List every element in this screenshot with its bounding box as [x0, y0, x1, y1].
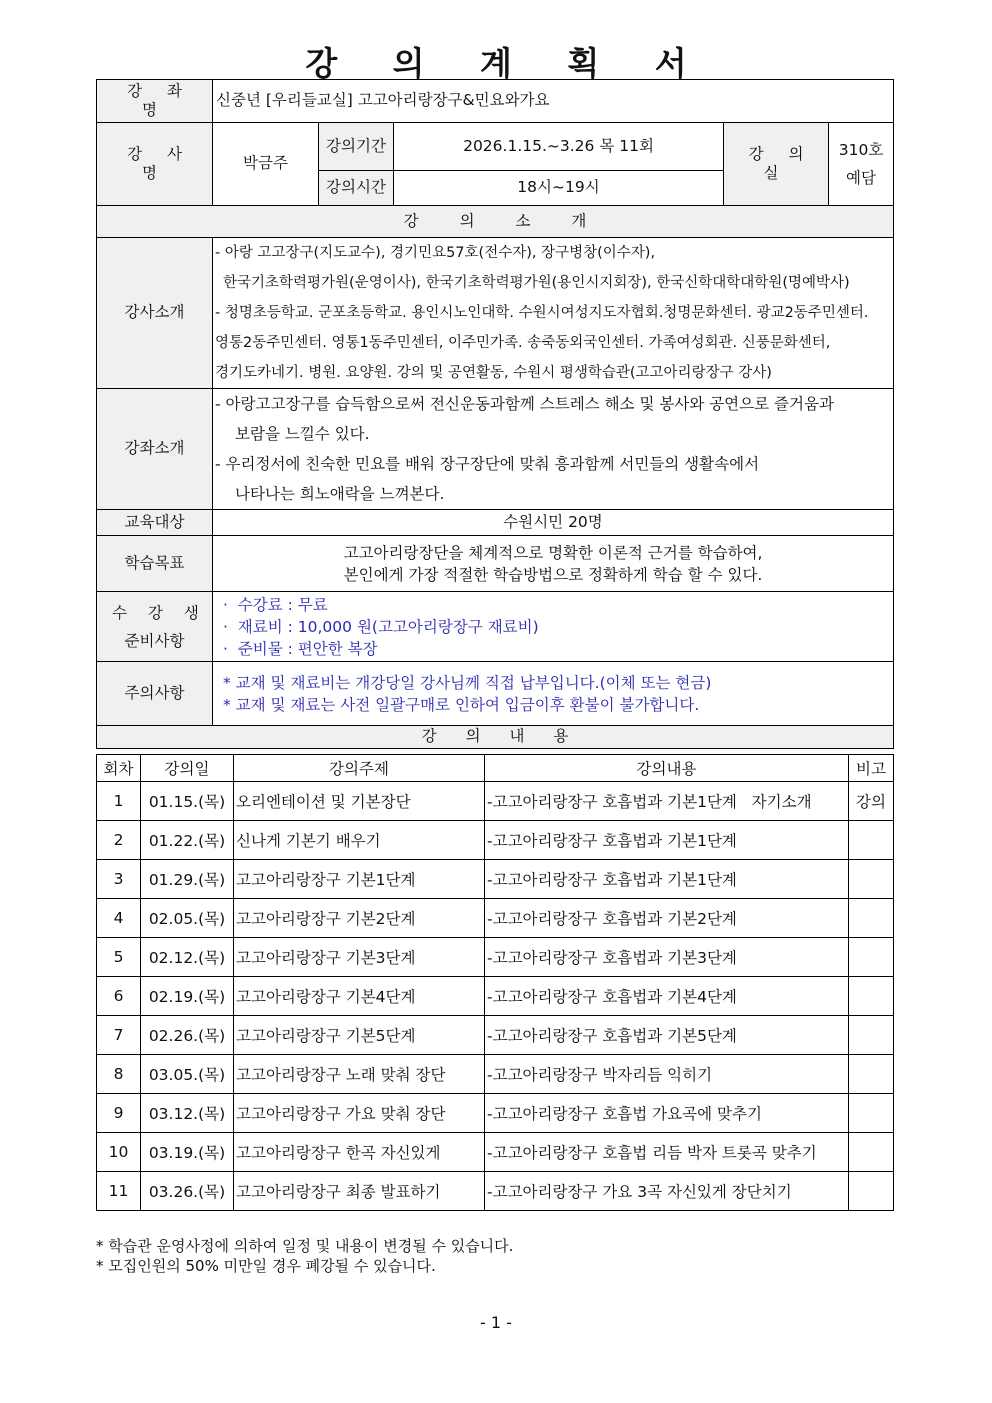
- instructor-name: 박금주: [213, 123, 319, 206]
- lecture-date: 02.12.(목): [141, 938, 234, 977]
- lecture-topic: 고고아리랑장구 한곡 자신있게: [234, 1133, 485, 1172]
- room-number: 310호: [838, 141, 884, 159]
- room-label: 강 의 실: [724, 123, 829, 206]
- schedule-row: [97, 977, 894, 1016]
- goal-value: [213, 536, 894, 592]
- lecture-content: -고고아리랑장구 호흡법과 기본2단계: [485, 899, 849, 938]
- instructor-intro-line: - 아랑 고고장구(지도교수), 경기민요57호(전수자), 장구병창(이수자),: [215, 245, 656, 261]
- schedule-header-row: [97, 755, 894, 782]
- instructor-label: 강 사 명: [97, 123, 213, 206]
- period-label: 강의기간: [319, 123, 394, 171]
- lecture-note: [849, 1172, 894, 1211]
- lecture-content: -고고아리랑장구 가요 3곡 자신있게 장단치기: [485, 1172, 849, 1211]
- column-header: 강의내용: [485, 755, 849, 782]
- lecture-date: 03.19.(목): [141, 1133, 234, 1172]
- caution-item: * 교재 및 재료비는 개강당일 강사님께 직접 납부입니다.(이체 또는 현금): [223, 673, 712, 692]
- lecture-topic: 고고아리랑장구 기본3단계: [234, 938, 485, 977]
- session-number: 6: [97, 977, 141, 1016]
- lecture-topic: 고고아리랑장구 기본2단계: [234, 899, 485, 938]
- schedule-row: [97, 860, 894, 899]
- lecture-note: [849, 821, 894, 860]
- schedule-row: [97, 1133, 894, 1172]
- lecture-content: -고고아리랑장구 박자리듬 익히기: [485, 1055, 849, 1094]
- lecture-date: 03.05.(목): [141, 1055, 234, 1094]
- lecture-content: -고고아리랑장구 호흡법과 기본1단계: [485, 860, 849, 899]
- session-number: 7: [97, 1016, 141, 1055]
- lecture-content: -고고아리랑장구 호흡법 가요곡에 맞추기: [485, 1094, 849, 1133]
- prep-item: · 재료비 : 10,000 원(고고아리랑장구 재료비): [223, 617, 539, 636]
- column-header: 회차: [97, 755, 141, 782]
- session-number: 9: [97, 1094, 141, 1133]
- lecture-note: [849, 1094, 894, 1133]
- instructor-intro-line: 경기도카네기. 병원. 요양원. 강의 및 공연활동, 수원시 평생학습관(고고아리랑장구 강사): [215, 365, 772, 381]
- time-label: 강의시간: [319, 171, 394, 206]
- session-number: 3: [97, 860, 141, 899]
- course-info-table: [96, 79, 894, 749]
- lecture-date: 03.12.(목): [141, 1094, 234, 1133]
- lecture-date: 02.05.(목): [141, 899, 234, 938]
- course-intro: [213, 389, 894, 510]
- caution-items: [213, 662, 894, 726]
- lecture-date: 03.26.(목): [141, 1172, 234, 1211]
- lecture-date: 02.19.(목): [141, 977, 234, 1016]
- lecture-topic: 고고아리랑장구 노래 맞춰 장단: [234, 1055, 485, 1094]
- lecture-note: [849, 977, 894, 1016]
- course-name-label: 강 좌 명: [97, 80, 213, 123]
- schedule-row: [97, 821, 894, 860]
- time-value: 18시~19시: [394, 171, 724, 206]
- lecture-date: 02.26.(목): [141, 1016, 234, 1055]
- schedule-row: [97, 1094, 894, 1133]
- instructor-intro-line: 영통2동주민센터. 영통1동주민센터, 이주민가족. 송죽동외국인센터. 가족여성회관. 신풍문화센터,: [215, 335, 831, 351]
- lecture-note: 강의: [849, 782, 894, 821]
- target-value: 수원시민 20명: [213, 510, 894, 536]
- schedule-table: [96, 754, 894, 1211]
- goal-label: 학습목표: [97, 536, 213, 592]
- course-name: 신중년 [우리들교실] 고고아리랑장구&민요와가요: [213, 80, 894, 123]
- prep-item: · 준비물 : 편안한 복장: [223, 639, 378, 658]
- lecture-note: [849, 1016, 894, 1055]
- lecture-date: 01.15.(목): [141, 782, 234, 821]
- page-number: - 1 -: [480, 1313, 512, 1332]
- instructor-intro-label: 강사소개: [97, 238, 213, 389]
- session-number: 5: [97, 938, 141, 977]
- instructor-intro: [213, 238, 894, 389]
- goal-line: 본인에게 가장 적절한 학습방법으로 정확하게 학습 할 수 있다.: [343, 565, 763, 584]
- schedule-row: [97, 1016, 894, 1055]
- schedule-body: [97, 782, 894, 1211]
- period-value: 2026.1.15.~3.26 목 11회: [394, 123, 724, 171]
- column-header: 비고: [849, 755, 894, 782]
- lecture-date: 01.22.(목): [141, 821, 234, 860]
- column-header: 강의주제: [234, 755, 485, 782]
- instructor-intro-line: - 청명초등학교. 군포초등학교. 용인시노인대학. 수원시여성지도자협회.청명문화센터. 광교2동주민센터.: [215, 305, 869, 321]
- session-number: 4: [97, 899, 141, 938]
- lecture-topic: 고고아리랑장구 기본5단계: [234, 1016, 485, 1055]
- course-intro-label: 강좌소개: [97, 389, 213, 510]
- column-header: 강의일: [141, 755, 234, 782]
- lecture-topic: 고고아리랑장구 기본1단계: [234, 860, 485, 899]
- session-number: 11: [97, 1172, 141, 1211]
- prep-label: [97, 592, 213, 662]
- lecture-note: [849, 938, 894, 977]
- instructor-intro-line: 한국기초학력평가원(운영이사), 한국기초학력평가원(용인시지회장), 한국신학대학대학원(명예박사): [223, 275, 850, 291]
- schedule-row: [97, 1055, 894, 1094]
- course-intro-line: 보람을 느낄수 있다.: [235, 425, 370, 443]
- lecture-topic: 오리엔테이션 및 기본장단: [234, 782, 485, 821]
- footnotes: [96, 1236, 513, 1276]
- prep-items: [213, 592, 894, 662]
- schedule-row: [97, 899, 894, 938]
- room-name: 예담: [846, 169, 876, 187]
- lecture-topic: 고고아리랑장구 최종 발표하기: [234, 1172, 485, 1211]
- session-number: 2: [97, 821, 141, 860]
- session-number: 1: [97, 782, 141, 821]
- course-intro-line: - 우리정서에 친숙한 민요를 배워 장구장단에 맞춰 흥과함께 서민들의 생활속에서: [215, 455, 760, 473]
- schedule-row: [97, 782, 894, 821]
- lecture-topic: 고고아리랑장구 기본4단계: [234, 977, 485, 1016]
- lecture-topic: 신나게 기본기 배우기: [234, 821, 485, 860]
- section-title-schedule: 강 의 내 용: [97, 726, 894, 749]
- footnote: * 학습관 운영사정에 의하여 일정 및 내용이 변경될 수 있습니다.: [96, 1237, 514, 1255]
- lecture-content: -고고아리랑장구 호흡법과 기본5단계: [485, 1016, 849, 1055]
- prep-label-line: 준비사항: [124, 631, 185, 650]
- lecture-note: [849, 1055, 894, 1094]
- caution-label: 주의사항: [97, 662, 213, 726]
- lecture-topic: 고고아리랑장구 가요 맞춰 장단: [234, 1094, 485, 1133]
- document-title: 강 의 계 획 서: [305, 44, 709, 83]
- course-intro-line: - 아랑고고장구를 습득함으로써 전신운동과함께 스트레스 해소 및 봉사와 공연으로 즐거움과: [215, 395, 834, 413]
- lecture-content: -고고아리랑장구 호흡법과 기본1단계 자기소개: [485, 782, 849, 821]
- schedule-row: [97, 1172, 894, 1211]
- lecture-note: [849, 1133, 894, 1172]
- session-number: 8: [97, 1055, 141, 1094]
- footnote: * 모집인원의 50% 미만일 경우 폐강될 수 있습니다.: [96, 1257, 436, 1275]
- target-label: 교육대상: [97, 510, 213, 536]
- lecture-content: -고고아리랑장구 호흡법 리듬 박자 트롯곡 맞추기: [485, 1133, 849, 1172]
- lecture-date: 01.29.(목): [141, 860, 234, 899]
- session-number: 10: [97, 1133, 141, 1172]
- course-intro-line: 나타나는 희노애락을 느껴본다.: [235, 485, 445, 503]
- lecture-content: -고고아리랑장구 호흡법과 기본4단계: [485, 977, 849, 1016]
- room-value: [829, 123, 894, 206]
- goal-line: 고고아리랑장단을 체계적으로 명확한 이론적 근거를 학습하여,: [343, 543, 763, 562]
- lecture-note: [849, 860, 894, 899]
- section-title-intro: 강 의 소 개: [97, 206, 894, 238]
- schedule-row: [97, 938, 894, 977]
- prep-label-line: 수 강 생: [112, 603, 207, 622]
- caution-item: * 교재 및 재료는 사전 일괄구매로 인하여 입금이후 환불이 불가합니다.: [223, 695, 700, 714]
- lecture-content: -고고아리랑장구 호흡법과 기본1단계: [485, 821, 849, 860]
- lecture-note: [849, 899, 894, 938]
- lecture-content: -고고아리랑장구 호흡법과 기본3단계: [485, 938, 849, 977]
- prep-item: · 수강료 : 무료: [223, 595, 328, 614]
